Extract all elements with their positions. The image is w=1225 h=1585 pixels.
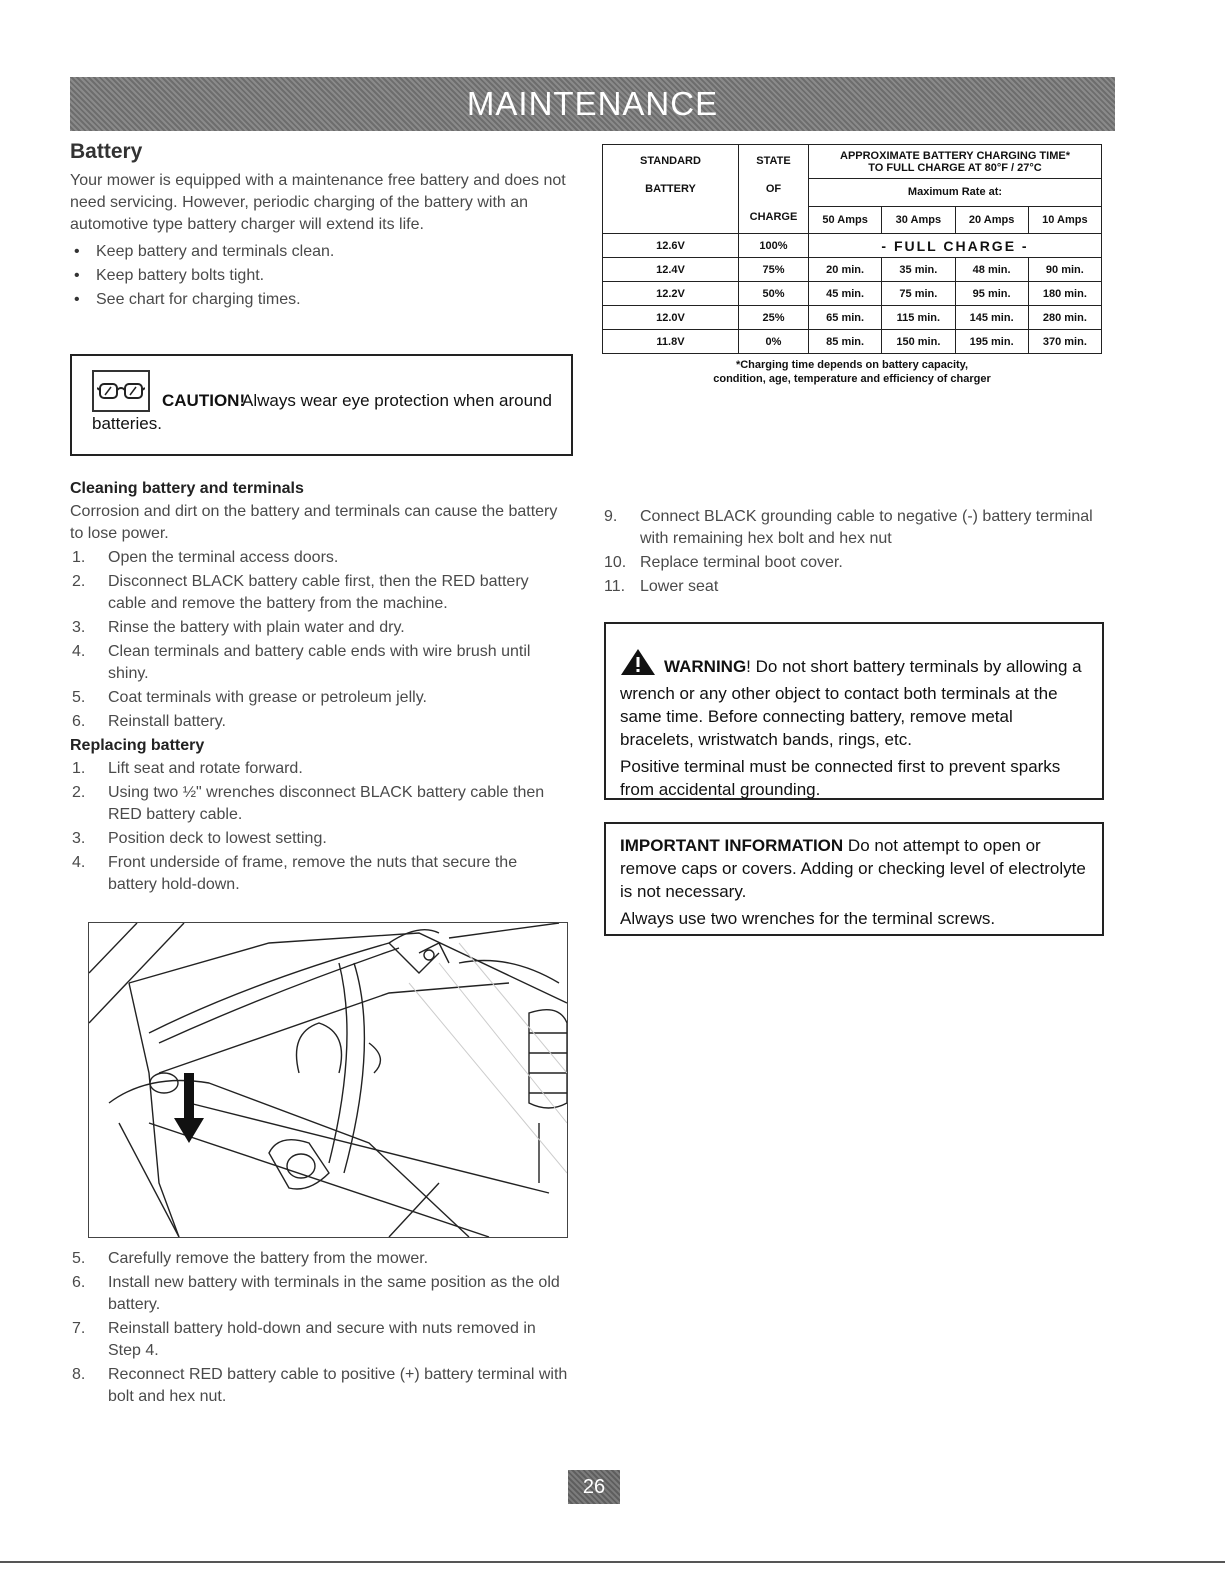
rate-header: 50 Amps: [809, 206, 882, 233]
step-item: 1. Open the terminal access doors.: [72, 549, 339, 566]
volt-cell: 11.8V: [603, 330, 739, 354]
warning-text-2: Positive terminal must be connected first to prevent sparks from accidental grounding.: [620, 757, 1061, 799]
section-banner: [70, 77, 1115, 131]
time-cell: 90 min.: [1028, 258, 1101, 282]
important-info-box: [604, 822, 1104, 936]
warning-box: [604, 622, 1104, 800]
state-cell: 25%: [739, 306, 809, 330]
warning-label: WARNING: [664, 657, 747, 676]
replacing-heading: Replacing battery: [70, 737, 205, 754]
col-state: STATE: [756, 155, 791, 167]
important-text: Do not attempt to open or remove caps or covers. Adding or checking level of electrolyte is not necessary.: [620, 836, 1086, 901]
time-cell: 85 min.: [809, 330, 882, 354]
footnote-line: *Charging time depends on battery capacity,: [735, 359, 969, 371]
max-rate-label: Maximum Rate at:: [809, 179, 1102, 206]
state-cell: 0%: [739, 330, 809, 354]
page-bottom-rule: [0, 1561, 1225, 1563]
time-cell: 35 min.: [882, 258, 955, 282]
step-item: 9. Connect BLACK grounding cable to negative (-) battery terminal with remaining hex bolt and hex nut: [604, 508, 1093, 547]
time-cell: 95 min.: [955, 282, 1028, 306]
step-item: 11. Lower seat: [604, 578, 719, 595]
cleaning-section: [70, 476, 570, 898]
col-time-title: APPROXIMATE BATTERY CHARGING TIME*: [840, 149, 1070, 162]
time-cell: 115 min.: [882, 306, 955, 330]
table-row: [603, 234, 1102, 258]
table-row: [603, 330, 1102, 354]
caution-label: CAUTION!: [162, 391, 246, 410]
step-item: 6. Install new battery with terminals in the same position as the old battery.: [72, 1274, 560, 1313]
rate-header: 20 Amps: [955, 206, 1028, 233]
warning-icon: [620, 648, 656, 682]
caution-box: [70, 354, 573, 456]
col-charge: CHARGE: [749, 211, 798, 223]
time-cell: 180 min.: [1028, 282, 1101, 306]
state-cell: 100%: [739, 234, 809, 258]
step-item: 3. Position deck to lowest setting.: [72, 830, 327, 847]
time-cell: 65 min.: [809, 306, 882, 330]
time-cell: 195 min.: [955, 330, 1028, 354]
volt-cell: 12.4V: [603, 258, 739, 282]
replacing-steps-b: [70, 1248, 570, 1408]
cleaning-heading: Cleaning battery and terminals: [70, 480, 304, 497]
full-charge-cell: - FULL CHARGE -: [809, 234, 1102, 258]
col-time-subtitle: TO FULL CHARGE AT 80°F / 27°C: [868, 161, 1042, 174]
step-item: 8. Reconnect RED battery cable to positive (+) battery terminal with bolt and hex nut.: [72, 1366, 568, 1405]
battery-removal-illustration: [88, 922, 568, 1238]
step-item: 1. Lift seat and rotate forward.: [72, 760, 303, 777]
time-cell: 48 min.: [955, 258, 1028, 282]
time-cell: 20 min.: [809, 258, 882, 282]
important-label: IMPORTANT INFORMATION: [620, 836, 844, 855]
battery-bullets: [70, 240, 570, 312]
time-cell: 75 min.: [882, 282, 955, 306]
volt-cell: 12.0V: [603, 306, 739, 330]
step-item: 3. Rinse the battery with plain water and dry.: [72, 619, 405, 636]
cleaning-intro: Corrosion and dirt on the battery and terminals can cause the battery to lose power.: [70, 503, 558, 542]
step-item: 10. Replace terminal boot cover.: [604, 554, 843, 571]
volt-cell: 12.6V: [603, 234, 739, 258]
step-item: 4. Front underside of frame, remove the nuts that secure the battery hold-down.: [72, 854, 518, 893]
warning-text: ! Do not short battery terminals by allowing a wrench or any other object to contact both terminals at the same time. Before connecting battery, remove metal bracelets, wristwatch bands, rings, etc.: [620, 657, 1082, 749]
eye-protection-icon: [92, 370, 150, 412]
time-cell: 280 min.: [1028, 306, 1101, 330]
page-number: 26: [568, 1470, 620, 1504]
table-footnote: [602, 358, 1102, 386]
cleaning-steps: [70, 547, 570, 733]
step-item: 6. Reinstall battery.: [72, 713, 226, 730]
table-row: [603, 282, 1102, 306]
battery-heading: Battery: [70, 140, 143, 163]
state-cell: 50%: [739, 282, 809, 306]
bullet-item: • See chart for charging times.: [70, 288, 570, 312]
state-cell: 75%: [739, 258, 809, 282]
section-title: MAINTENANCE: [466, 85, 719, 122]
table-row: [603, 258, 1102, 282]
replacing-steps-c: [602, 506, 1102, 598]
step-item: 5. Coat terminals with grease or petroleum jelly.: [72, 689, 427, 706]
step-item: 2. Using two ½" wrenches disconnect BLACK battery cable then RED battery cable.: [72, 784, 545, 823]
step-item: 5. Carefully remove the battery from the mower.: [72, 1250, 429, 1267]
caution-text: Always wear eye protection when around batteries.: [92, 391, 552, 433]
replacing-section-final: [602, 506, 1102, 600]
charging-chart: [602, 144, 1107, 386]
col-of: OF: [765, 183, 782, 195]
time-cell: 45 min.: [809, 282, 882, 306]
table-row: [603, 306, 1102, 330]
step-item: 2. Disconnect BLACK battery cable first, then the RED battery cable and remove the battery from the machine.: [72, 573, 529, 612]
col-standard: STANDARD: [640, 155, 701, 167]
time-cell: 150 min.: [882, 330, 955, 354]
col-battery: BATTERY: [645, 183, 696, 195]
bullet-item: • Keep battery bolts tight.: [70, 264, 570, 288]
step-item: 7. Reinstall battery hold-down and secure with nuts removed in Step 4.: [72, 1320, 536, 1359]
step-item: 4. Clean terminals and battery cable ends with wire brush until shiny.: [72, 643, 531, 682]
volt-cell: 12.2V: [603, 282, 739, 306]
replacing-section-continued: [70, 1248, 570, 1410]
battery-intro: Your mower is equipped with a maintenance free battery and does not need servicing. However, periodic charging of the battery with an automotive type battery charger will extend its life.: [70, 172, 566, 233]
charging-table: [602, 144, 1102, 354]
bullet-item: • Keep battery and terminals clean.: [70, 240, 570, 264]
important-text-2: Always use two wrenches for the terminal screws.: [620, 909, 996, 928]
footnote-line: condition, age, temperature and efficiency of charger: [713, 373, 991, 385]
replacing-steps: [70, 758, 570, 896]
rate-header: 10 Amps: [1028, 206, 1101, 233]
time-cell: 370 min.: [1028, 330, 1101, 354]
rate-header: 30 Amps: [882, 206, 955, 233]
battery-section: [70, 140, 570, 312]
time-cell: 145 min.: [955, 306, 1028, 330]
